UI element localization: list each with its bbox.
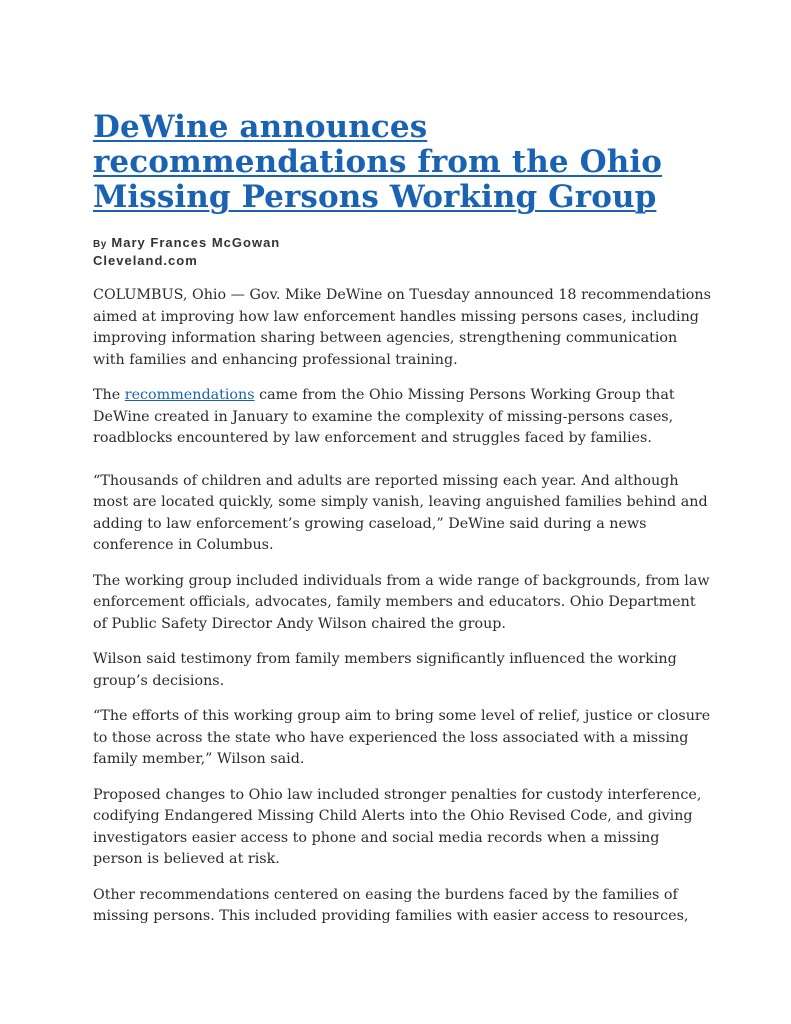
paragraph: COLUMBUS, Ohio — Gov. Mike DeWine on Tuesday announced 18 recommendations aimed at improving how law enforcement handles missing persons cases, including improving information sharing between agencies, strengthening communication with families and enhancing professional training. [93,287,711,368]
article-body [93,285,713,928]
paragraph: “Thousands of children and adults are reported missing each year. And although most are located quickly, some simply vanish, leaving anguished families behind and adding to law enforcement’s growing caseload,” DeWine said during a news conference in Columbus. [93,472,708,553]
paragraph-text: came from the Ohio Missing Persons Working Group that DeWine created in January to examine the complexity of missing-persons cases, roadblocks encountered by law enforcement and struggles faced by families. [93,387,675,446]
paragraph [93,385,713,450]
byline [93,235,713,269]
paragraph-text: The [93,387,125,403]
recommendations-link[interactable]: recommendations [124,387,255,403]
author-name: Mary Frances McGowan [111,235,281,250]
byline-author-line [93,235,713,253]
paragraph: “The efforts of this working group aim to bring some level of relief, justice or closure to those across the state who have experienced the loss associated with a missing family member,” Wilson said. [93,708,711,767]
byline-source: Cleveland.com [93,253,198,268]
paragraph: Proposed changes to Ohio law included stronger penalties for custody interference, codifying Endangered Missing Child Alerts into the Ohio Revised Code, and giving investigators easier access to phone and social media records when a missing person is believed at risk. [93,786,702,867]
paragraph: Wilson said testimony from family members significantly influenced the working group’s decisions. [93,651,677,689]
paragraph: Other recommendations centered on easing the burdens faced by the families of missing persons. This included providing families with easier access to resources, [93,886,689,924]
article [93,110,713,942]
article-title[interactable]: DeWine announces recommendations from the Ohio Missing Persons Working Group [93,109,662,215]
paragraph: The working group included individuals from a wide range of backgrounds, from law enforcement officials, advocates, family members and educators. Ohio Department of Public Safety Director Andy Wilson chaired the group. [93,572,710,632]
byline-prefix: By [93,239,107,250]
